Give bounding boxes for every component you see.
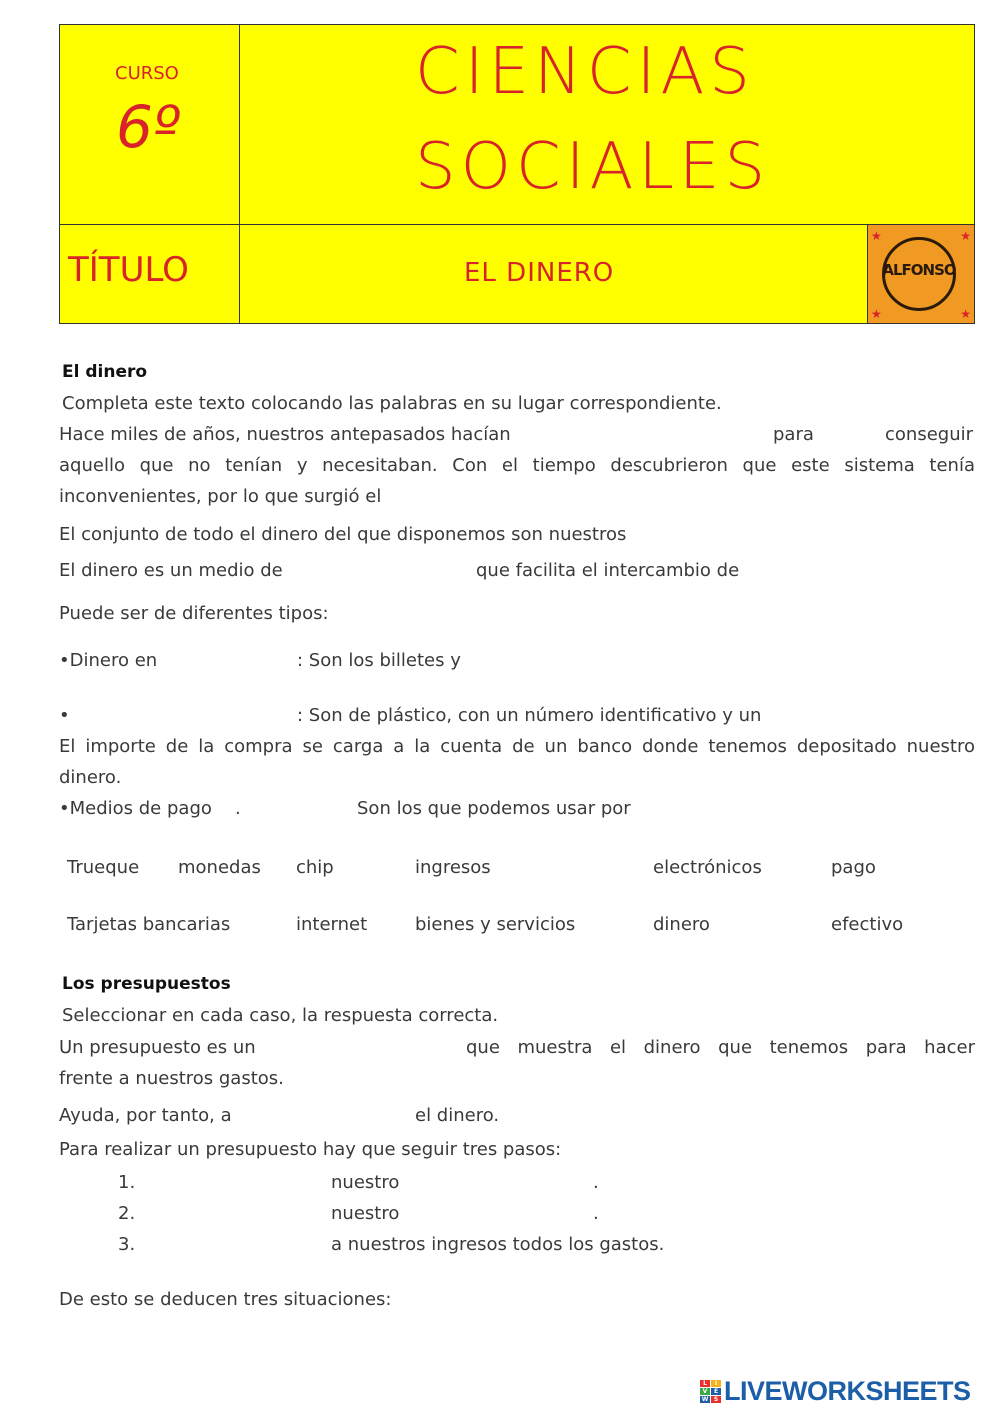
titulo-label: TÍTULO bbox=[68, 250, 189, 290]
text-line: dinero. bbox=[59, 767, 122, 788]
bullet-item-text: Son los que podemos usar por bbox=[357, 798, 631, 819]
star-icon: ★ bbox=[960, 307, 971, 321]
bullet-item: • bbox=[59, 705, 70, 726]
section-heading-presupuestos: Los presupuestos bbox=[62, 974, 231, 994]
text-fragment: que muestra el dinero que tenemos para hacer bbox=[466, 1037, 975, 1058]
text-line: Para realizar un presupuesto hay que seguir tres pasos: bbox=[59, 1139, 562, 1160]
bullet-item-text: : Son de plástico, con un número identificativo y un bbox=[297, 705, 762, 726]
text-fragment: para bbox=[773, 424, 814, 445]
text-line: Hace miles de años, nuestros antepasados hacían bbox=[59, 424, 511, 445]
liveworksheets-logo-icon: L I V E W S bbox=[700, 1380, 722, 1404]
word-bank-item[interactable]: efectivo bbox=[831, 914, 904, 935]
text-fragment: conseguir bbox=[885, 424, 974, 445]
step-end: . bbox=[593, 1203, 599, 1224]
word-bank-item[interactable]: bienes y servicios bbox=[415, 914, 576, 935]
word-bank-item[interactable]: ingresos bbox=[415, 857, 491, 878]
header-vertical-divider bbox=[239, 25, 240, 323]
logo-text: ALFONSO bbox=[882, 261, 956, 279]
text-line: aquello que no tenían y necesitaban. Con el tiempo descubrieron que este sistema tenía bbox=[59, 455, 975, 476]
step-number: 2. bbox=[118, 1203, 136, 1224]
step-text: nuestro bbox=[331, 1172, 400, 1193]
star-icon: ★ bbox=[871, 229, 882, 243]
step-number: 1. bbox=[118, 1172, 136, 1193]
text-line: El importe de la compra se carga a la cuenta de un banco donde tenemos depositado nuestro bbox=[59, 736, 975, 757]
text-fragment: que facilita el intercambio de bbox=[476, 560, 740, 581]
step-text: nuestro bbox=[331, 1203, 400, 1224]
word-bank-item[interactable]: electrónicos bbox=[653, 857, 762, 878]
text-line: Ayuda, por tanto, a bbox=[59, 1105, 232, 1126]
word-bank-item[interactable]: internet bbox=[296, 914, 368, 935]
word-bank-item[interactable]: chip bbox=[296, 857, 334, 878]
word-bank-item[interactable]: Tarjetas bancarias bbox=[67, 914, 231, 935]
text-line: Puede ser de diferentes tipos: bbox=[59, 603, 329, 624]
text-line: De esto se deducen tres situaciones: bbox=[59, 1289, 392, 1310]
curso-value: 6º bbox=[116, 93, 181, 161]
instruction-text: Seleccionar en cada caso, la respuesta correcta. bbox=[62, 1005, 499, 1026]
school-logo bbox=[867, 225, 974, 323]
subject-title-line1: CIENCIAS bbox=[415, 35, 755, 109]
text-line: Un presupuesto es un bbox=[59, 1037, 256, 1058]
bullet-item: •Medios de pago bbox=[59, 798, 212, 819]
instruction-text: Completa este texto colocando las palabras en su lugar correspondiente. bbox=[62, 393, 722, 414]
word-bank-item[interactable]: dinero bbox=[653, 914, 710, 935]
step-text: a nuestros ingresos todos los gastos. bbox=[331, 1234, 665, 1255]
text-line: frente a nuestros gastos. bbox=[59, 1068, 284, 1089]
star-icon: ★ bbox=[871, 307, 882, 321]
word-bank-item[interactable]: monedas bbox=[178, 857, 261, 878]
text-fragment: el dinero. bbox=[415, 1105, 500, 1126]
text-line: El dinero es un medio de bbox=[59, 560, 283, 581]
text-line: El conjunto de todo el dinero del que disponemos son nuestros bbox=[59, 524, 627, 545]
bullet-item: •Dinero en bbox=[59, 650, 158, 671]
header-table bbox=[59, 24, 975, 324]
star-icon: ★ bbox=[960, 229, 971, 243]
word-bank-item[interactable]: Trueque bbox=[67, 857, 140, 878]
word-bank-item[interactable]: pago bbox=[831, 857, 876, 878]
bullet-item-text: : Son los billetes y bbox=[297, 650, 461, 671]
curso-label: CURSO bbox=[115, 63, 179, 84]
step-end: . bbox=[593, 1172, 599, 1193]
step-number: 3. bbox=[118, 1234, 136, 1255]
header-horizontal-divider bbox=[60, 224, 974, 225]
bullet-item-dot: . bbox=[235, 798, 241, 819]
section-heading-dinero: El dinero bbox=[62, 362, 148, 382]
text-line: inconvenientes, por lo que surgió el bbox=[59, 486, 382, 507]
liveworksheets-brand: LIVEWORKSHEETS bbox=[724, 1376, 971, 1406]
subject-title-line2: SOCIALES bbox=[415, 130, 771, 204]
titulo-value: EL DINERO bbox=[464, 258, 615, 288]
